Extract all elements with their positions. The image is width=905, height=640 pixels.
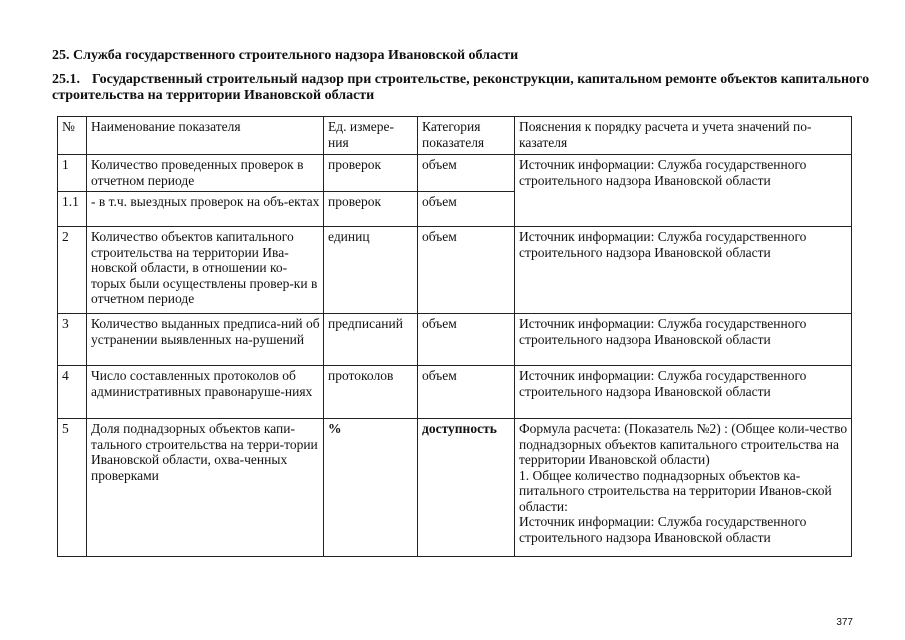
indicators-table: [57, 116, 852, 557]
subsection-title: Государственный строительный надзор при строительстве, реконструкции, капитальном ремонте объектов капитального строительства на территории Ивановской области: [52, 72, 870, 103]
page-number: 377: [836, 617, 853, 628]
row-num: 1: [58, 155, 87, 192]
notes-source: Источник информации: Служба государственного строительного надзора Ивановской области: [519, 514, 807, 545]
row-notes: Источник информации: Служба государственного строительного надзора Ивановской области: [515, 314, 852, 366]
row-notes: Источник информации: Служба государственного строительного надзора Ивановской области: [515, 155, 852, 227]
row-name: Количество объектов капитального строительства на территории Ива-новской области, в отношении ко-торых были осуществлены провер-ки в отчетном периоде: [87, 227, 324, 314]
row-category: доступность: [418, 419, 515, 557]
row-unit: предписаний: [324, 314, 418, 366]
row-num: 1.1: [58, 192, 87, 227]
row-notes: [515, 419, 852, 557]
row-num: 3: [58, 314, 87, 366]
row-name: Доля поднадзорных объектов капи-тального строительства на терри-тории Ивановской области, охва-ченных проверками: [87, 419, 324, 557]
subsection-heading: [52, 72, 872, 104]
row-num: 5: [58, 419, 87, 557]
subsection-number: 25.1.: [52, 72, 80, 87]
row-name: Число составленных протоколов об административных правонаруше-ниях: [87, 366, 324, 419]
row-num: 4: [58, 366, 87, 419]
row-name: Количество проведенных проверок в отчетном периоде: [87, 155, 324, 192]
row-unit: протоколов: [324, 366, 418, 419]
header-category: Категория показателя: [418, 117, 515, 155]
row-category: объем: [418, 314, 515, 366]
row-name: - в т.ч. выездных проверок на объ-ектах: [87, 192, 324, 227]
notes-formula: Формула расчета: (Показатель №2) : (Общее коли-чество поднадзорных объектов капитального строительства на территории Ивановской области): [519, 421, 848, 467]
row-unit: %: [324, 419, 418, 557]
section-title: 25. Служба государственного строительного надзора Ивановской области: [52, 48, 519, 63]
row-category: объем: [418, 366, 515, 419]
row-category: объем: [418, 227, 515, 314]
table-row: [58, 227, 852, 314]
row-name: Количество выданных предписа-ний об устранении выявленных на-рушений: [87, 314, 324, 366]
row-unit: проверок: [324, 192, 418, 227]
header-num: №: [58, 117, 87, 155]
table-row: [58, 366, 852, 419]
table-header-row: [58, 117, 852, 155]
row-notes: Источник информации: Служба государственного строительного надзора Ивановской области: [515, 227, 852, 314]
header-notes: Пояснения к порядку расчета и учета значений по-казателя: [515, 117, 852, 155]
row-unit: проверок: [324, 155, 418, 192]
table-row: [58, 419, 852, 557]
row-unit: единиц: [324, 227, 418, 314]
row-num: 2: [58, 227, 87, 314]
row-notes: Источник информации: Служба государственного строительного надзора Ивановской области: [515, 366, 852, 419]
notes-item: 1. Общее количество поднадзорных объектов ка-питального строительства на территории Иванов-ской области:: [519, 467, 832, 514]
row-category: объем: [418, 155, 515, 192]
row-category: объем: [418, 192, 515, 227]
header-unit: Ед. измере-ния: [324, 117, 418, 155]
table-row: [58, 155, 852, 192]
table-row: [58, 314, 852, 366]
header-name: Наименование показателя: [87, 117, 324, 155]
